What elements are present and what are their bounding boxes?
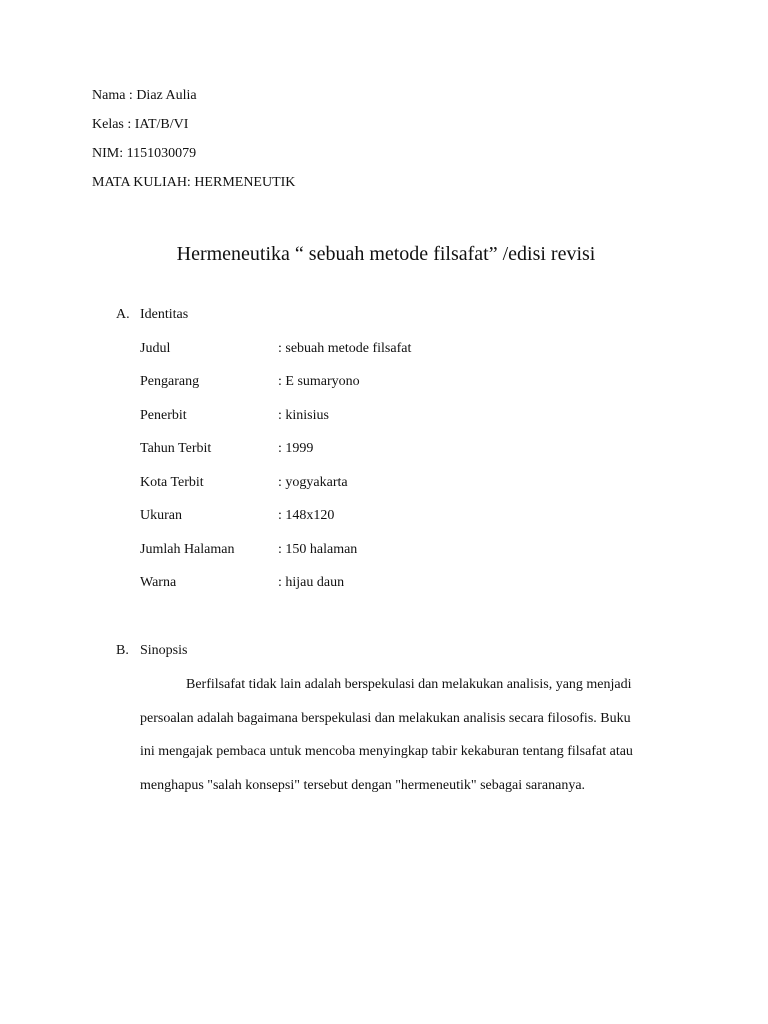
identity-label: Tahun Terbit [140,441,212,456]
identity-row [140,407,640,425]
course-name: MATA KULIAH: HERMENEUTIK [92,175,296,190]
identity-label: Ukuran [140,508,182,523]
identity-row [140,574,640,592]
identity-value: : kinisius [278,408,329,423]
identity-label: Kota Terbit [140,475,204,490]
identity-value: : 148x120 [278,508,335,523]
synopsis-line: menghapus "salah konsepsi" tersebut dengan "hermeneutik" sebagai sarananya. [140,778,586,793]
identity-value: : hijau daun [278,575,345,590]
identity-row [140,440,640,458]
student-class: Kelas : IAT/B/VI [92,117,189,132]
document-title: Hermeneutika “ sebuah metode filsafat” /edisi revisi [176,243,596,265]
identity-label: Penerbit [140,408,187,423]
identity-label: Pengarang [140,374,200,389]
identity-value: : E sumaryono [278,374,360,389]
student-nim: NIM: 1151030079 [92,146,197,161]
synopsis-line: Berfilsafat tidak lain adalah berspekulasi dan melakukan analisis, yang menjadi [186,677,632,692]
section-b-title: Sinopsis [140,643,188,658]
identity-row [140,541,640,559]
identity-label: Warna [140,575,177,590]
identity-value: : sebuah metode filsafat [278,341,412,356]
identity-value: : yogyakarta [278,475,348,490]
synopsis-line: persoalan adalah bagaimana berspekulasi dan melakukan analisis secara filosofis. Buku [140,711,631,726]
section-b-letter: B. [116,643,129,658]
student-name: Nama : Diaz Aulia [92,88,197,103]
identity-row [140,507,640,525]
section-a-letter: A. [116,307,130,322]
synopsis-line: ini mengajak pembaca untuk mencoba menyingkap tabir kekaburan tentang filsafat atau [140,744,633,759]
identity-value: : 150 halaman [278,542,358,557]
identity-row [140,474,640,492]
identity-label: Jumlah Halaman [140,542,235,557]
identity-row [140,340,640,358]
identity-row [140,373,640,391]
identity-label: Judul [140,341,171,356]
identity-value: : 1999 [278,441,314,456]
section-a-title: Identitas [140,307,189,322]
